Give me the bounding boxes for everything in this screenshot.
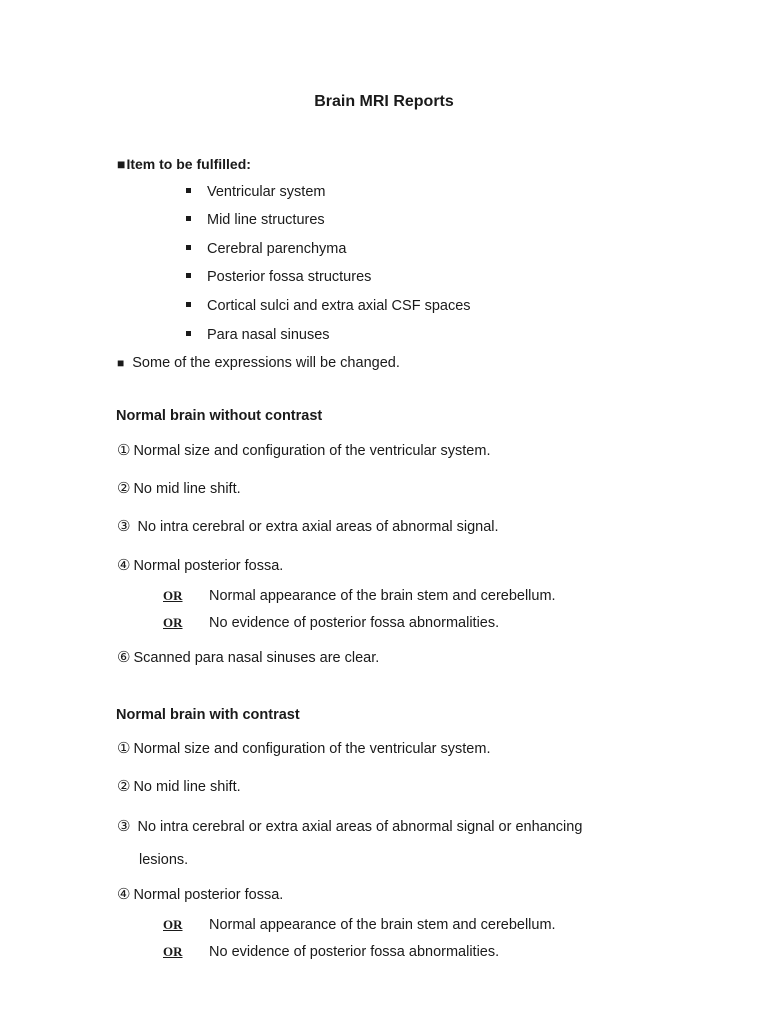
report-line	[117, 648, 379, 666]
list-item-text: Ventricular system	[207, 184, 326, 200]
report-line-text: Normal posterior fossa.	[133, 887, 284, 903]
list-item	[186, 212, 325, 228]
square-bullet-icon: ■	[117, 156, 126, 172]
circled-number: ②	[117, 778, 131, 795]
page-title: Brain MRI Reports	[314, 93, 454, 110]
section-heading: Normal brain with contrast	[116, 707, 300, 723]
report-line	[117, 517, 499, 535]
report-line-text: Normal size and configuration of the ventricular system.	[133, 443, 491, 459]
or-alternative-text: Normal appearance of the brain stem and cerebellum.	[209, 917, 556, 933]
report-line	[117, 556, 283, 574]
list-item	[186, 327, 330, 343]
list-item-text: Mid line structures	[207, 212, 325, 228]
report-line-text: Normal posterior fossa.	[133, 558, 284, 574]
or-label: OR	[163, 944, 183, 959]
square-bullet-icon: ■	[117, 356, 125, 370]
or-alternative-text: Normal appearance of the brain stem and cerebellum.	[209, 588, 556, 604]
report-line-text: Normal size and configuration of the ventricular system.	[133, 741, 491, 757]
note-text: Some of the expressions will be changed.	[132, 355, 400, 371]
list-item	[186, 269, 371, 285]
bullet-icon	[186, 216, 191, 221]
or-label: OR	[163, 588, 183, 603]
list-item	[186, 184, 325, 200]
circled-number: ③	[117, 518, 131, 535]
or-alternative	[163, 615, 499, 631]
or-alternative-text: No evidence of posterior fossa abnormalities.	[209, 615, 500, 631]
list-item-text: Posterior fossa structures	[207, 269, 372, 285]
circled-number: ①	[117, 740, 131, 757]
list-item	[186, 241, 346, 257]
or-alternative	[163, 944, 499, 960]
report-line-text: No mid line shift.	[133, 779, 241, 795]
or-alternative	[163, 917, 556, 933]
or-label: OR	[163, 917, 183, 932]
report-line	[117, 817, 582, 835]
report-line-text: No intra cerebral or extra axial areas of abnormal signal or enhancing	[133, 819, 583, 835]
circled-number: ①	[117, 442, 131, 459]
bullet-icon	[186, 302, 191, 307]
report-line	[117, 885, 283, 903]
or-label: OR	[163, 615, 183, 630]
bullet-icon	[186, 331, 191, 336]
report-line-text: No intra cerebral or extra axial areas of abnormal signal.	[133, 519, 499, 535]
list-item-text: Cerebral parenchyma	[207, 241, 347, 257]
circled-number: ⑥	[117, 649, 131, 666]
report-line-text: Scanned para nasal sinuses are clear.	[133, 650, 380, 666]
report-line	[117, 777, 241, 795]
or-alternative-text: No evidence of posterior fossa abnormalities.	[209, 944, 500, 960]
circled-number: ④	[117, 557, 131, 574]
circled-number: ②	[117, 480, 131, 497]
or-alternative	[163, 588, 556, 604]
section-heading: Normal brain without contrast	[116, 408, 323, 424]
bullet-icon	[186, 188, 191, 193]
report-line-continuation: lesions.	[139, 852, 189, 868]
list-item	[186, 298, 471, 314]
note	[117, 355, 400, 371]
circled-number: ③	[117, 818, 131, 835]
list-item-text: Para nasal sinuses	[207, 327, 330, 343]
bullet-icon	[186, 245, 191, 250]
report-line-text: No mid line shift.	[133, 481, 241, 497]
report-line	[117, 739, 490, 757]
items-heading	[117, 156, 251, 172]
bullet-icon	[186, 273, 191, 278]
items-heading-text: Item to be fulfilled:	[126, 156, 251, 172]
report-line	[117, 479, 241, 497]
circled-number: ④	[117, 886, 131, 903]
list-item-text: Cortical sulci and extra axial CSF spaces	[207, 298, 471, 314]
report-line	[117, 441, 490, 459]
